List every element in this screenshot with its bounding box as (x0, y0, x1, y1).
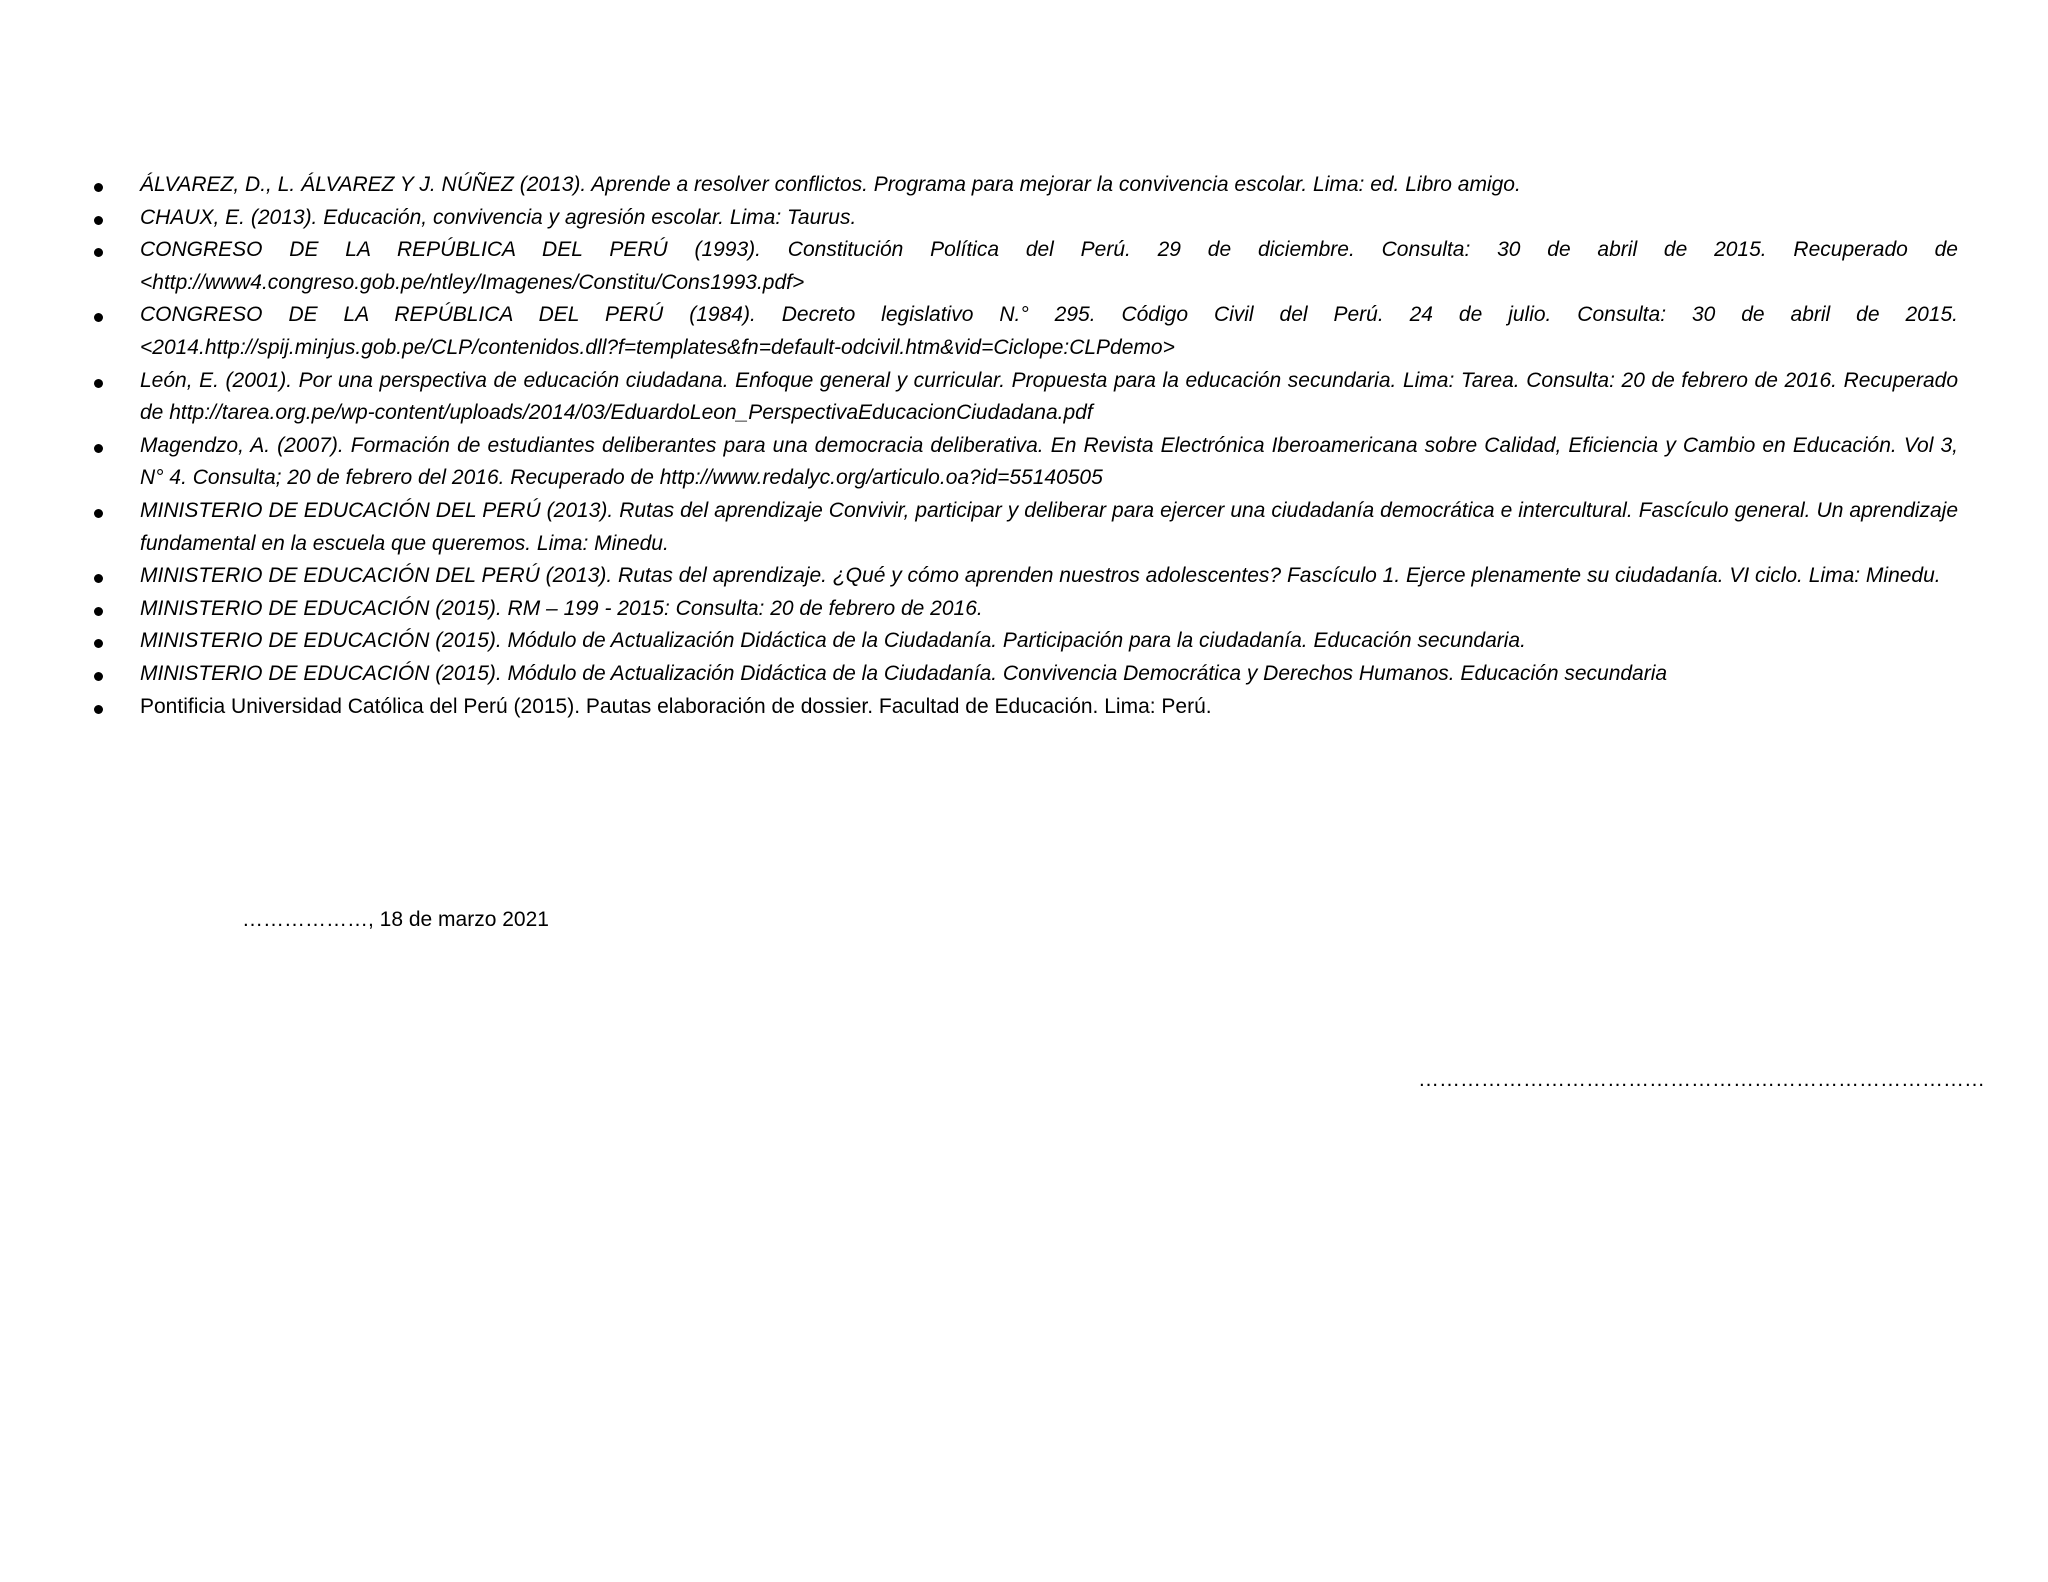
reference-text: MINISTERIO DE EDUCACIÓN (2015). Módulo de Actualización Didáctica de la Ciudadanía. Convivencia Democrática y Derechos Humanos. Educación secundaria (140, 661, 1668, 685)
reference-item (92, 495, 1958, 560)
reference-item (92, 593, 1958, 626)
reference-text: MINISTERIO DE EDUCACIÓN (2015). Módulo de Actualización Didáctica de la Ciudadanía. Participación para la ciudadanía. Educación secundaria. (140, 629, 1526, 653)
reference-text: Magendzo, A. (2007). Formación de estudiantes deliberantes para una democracia deliberativa. En Revista Electrónica Iberoamericana sobre Calidad, Eficiencia y Cambio en Educación. Vol 3, N° 4. Consulta; 20 de febrero del 2016. Recuperado de http://www.redalyc.org/articulo.oa?id=55140505 (140, 433, 1958, 490)
bullet-icon (94, 607, 103, 616)
bullet-icon (94, 183, 103, 192)
reference-text: León, E. (2001). Por una perspectiva de educación ciudadana. Enfoque general y curricular. Propuesta para la educación secundaria. Lima: Tarea. Consulta: 20 de febrero de 2016. Recuperado de http://tarea.org.pe/wp-content/uploads/2014/03/EduardoLeon_PerspectivaEducacionCiudadana.pdf (140, 368, 1958, 425)
signature-line: ……………………………………………………………………… (1418, 1068, 1985, 1091)
reference-text: CHAUX, E. (2013). Educación, convivencia y agresión escolar. Lima: Taurus. (140, 205, 857, 229)
reference-item (92, 365, 1958, 430)
bullet-icon (94, 216, 103, 225)
reference-item (92, 560, 1958, 593)
reference-text: MINISTERIO DE EDUCACIÓN DEL PERÚ (2013). Rutas del aprendizaje Convivir, participar y deliberar para ejercer una ciudadanía democrática e intercultural. Fascículo general. Un aprendizaje fundamental en la escuela que queremos. Lima: Minedu. (140, 498, 1958, 555)
reference-item (92, 299, 1958, 364)
reference-item (92, 202, 1958, 235)
reference-item (92, 234, 1958, 299)
reference-text: ÁLVAREZ, D., L. ÁLVAREZ Y J. NÚÑEZ (2013). Aprende a resolver conflictos. Programa para mejorar la convivencia escolar. Lima: ed. Libro amigo. (140, 173, 1521, 196)
bullet-icon (94, 379, 103, 388)
reference-item (92, 658, 1958, 691)
bullet-icon (94, 574, 103, 583)
reference-item (92, 691, 1958, 724)
place-date-line: ………………, 18 de marzo 2021 (242, 908, 549, 931)
bullet-icon (94, 672, 103, 681)
reference-item (92, 625, 1958, 658)
reference-item (92, 430, 1958, 495)
references-list (92, 169, 1958, 723)
reference-text: MINISTERIO DE EDUCACIÓN (2015). RM – 199 - 2015: Consulta: 20 de febrero de 2016. (140, 596, 983, 620)
reference-text: CONGRESO DE LA REPÚBLICA DEL PERÚ (1984). Decreto legislativo N.° 295. Código Civil del Perú. 24 de julio. Consulta: 30 de abril de 2015. <2014.http://spij.minjus.gob.pe/CLP/contenidos.dll?f=templates&fn=default-odcivil.htm&vid=Ciclope:CLPdemo> (140, 303, 1958, 359)
bullet-icon (94, 313, 103, 322)
reference-item (92, 169, 1958, 202)
bullet-icon (94, 509, 103, 518)
reference-text: Pontificia Universidad Católica del Perú (2015). Pautas elaboración de dossier. Facultad de Educación. Lima: Perú. (140, 694, 1212, 718)
bullet-icon (94, 639, 103, 648)
reference-text: MINISTERIO DE EDUCACIÓN DEL PERÚ (2013). Rutas del aprendizaje. ¿Qué y cómo aprenden nuestros adolescentes? Fascículo 1. Ejerce plenamente su ciudadanía. VI ciclo. Lima: Minedu. (140, 564, 1941, 588)
reference-text: CONGRESO DE LA REPÚBLICA DEL PERÚ (1993). Constitución Política del Perú. 29 de diciembre. Consulta: 30 de abril de 2015. Recuperado de <http://www4.congreso.gob.pe/ntley/Imagenes/Constitu/Cons1993.pdf> (140, 238, 1958, 294)
bullet-icon (94, 248, 103, 257)
bullet-icon (94, 444, 103, 453)
bullet-icon (94, 705, 103, 714)
